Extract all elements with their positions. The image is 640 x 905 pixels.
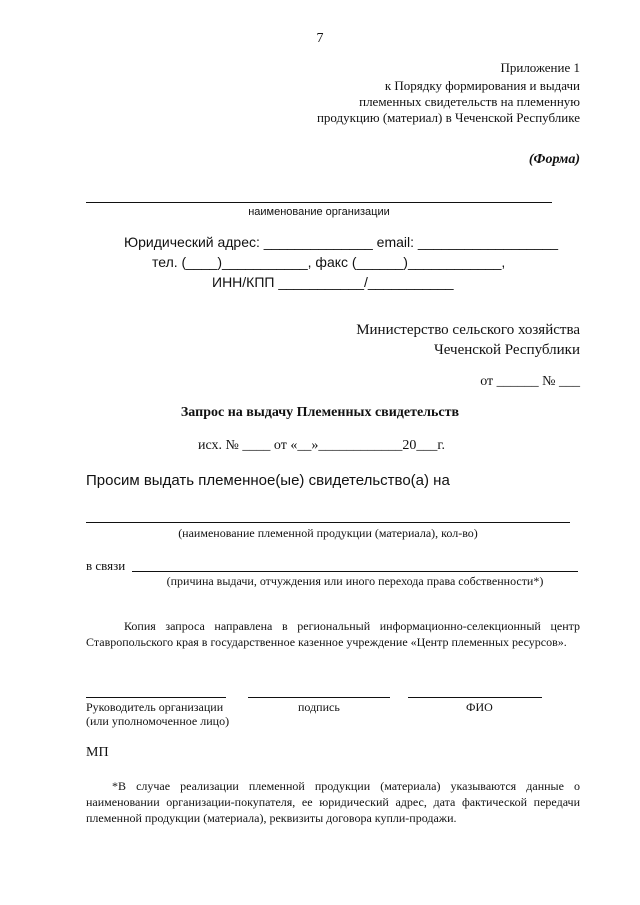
product-caption: (наименование племенной продукции (материала), кол-во): [178, 526, 478, 540]
request-title: Запрос на выдачу Племенных свидетельств: [180, 405, 460, 420]
reason-caption: (причина выдачи, отчуждения или иного перехода права собственности*): [166, 574, 544, 588]
request-text: Просим выдать племенное(ые) свидетельство(а) на: [86, 472, 450, 489]
head-sublabel: (или уполномоченное лицо): [86, 714, 230, 728]
name-line: [408, 697, 542, 698]
footnote: *В случае реализации племенной продукции (материала) указываются данные о наименовании организации-покупателя, ее юридический адрес, дата фактической передачи племенной продукции (материала), реквизиты договора купли-продажи.: [86, 779, 580, 825]
phone-fax-field: тел. (____)___________, факс (______)____________,: [152, 254, 506, 270]
reason-line: [132, 571, 578, 572]
stamp-label: МП: [86, 745, 109, 760]
form-label: (Форма): [528, 152, 580, 167]
organization-caption: наименование организации: [248, 206, 390, 218]
page-number: 7: [316, 31, 324, 46]
appendix-line: к Порядку формирования и выдачи: [384, 78, 580, 93]
head-signature-line: [86, 697, 226, 698]
outgoing-number-line: исх. № ____ от «__»____________20___г.: [198, 438, 445, 453]
name-label: ФИО: [466, 700, 493, 714]
signature-line: [248, 697, 390, 698]
legal-address-field: Юридический адрес: ______________ email: __________________: [124, 234, 559, 250]
head-label: Руководитель организации: [86, 700, 224, 714]
inn-kpp-field: ИНН/КПП ___________/___________: [212, 274, 454, 290]
organization-name-line: [86, 202, 552, 203]
date-number-line: от ______ № ___: [480, 374, 580, 389]
signature-label: подпись: [298, 700, 340, 714]
product-line: [86, 522, 570, 523]
copy-note: Копия запроса направлена в региональный информационно-селекционный центр Ставропольского края в государственное казенное учреждение «Центр племенных ресурсов».: [86, 619, 580, 649]
recipient-name: Министерство сельского хозяйства: [356, 322, 580, 338]
appendix-line: племенных свидетельств на племенную: [359, 94, 580, 109]
recipient-region: Чеченской Республики: [434, 342, 580, 358]
reason-label: в связи: [86, 558, 126, 573]
appendix-title: Приложение 1: [500, 60, 580, 75]
appendix-line: продукцию (материал) в Чеченской Республике: [316, 110, 580, 125]
